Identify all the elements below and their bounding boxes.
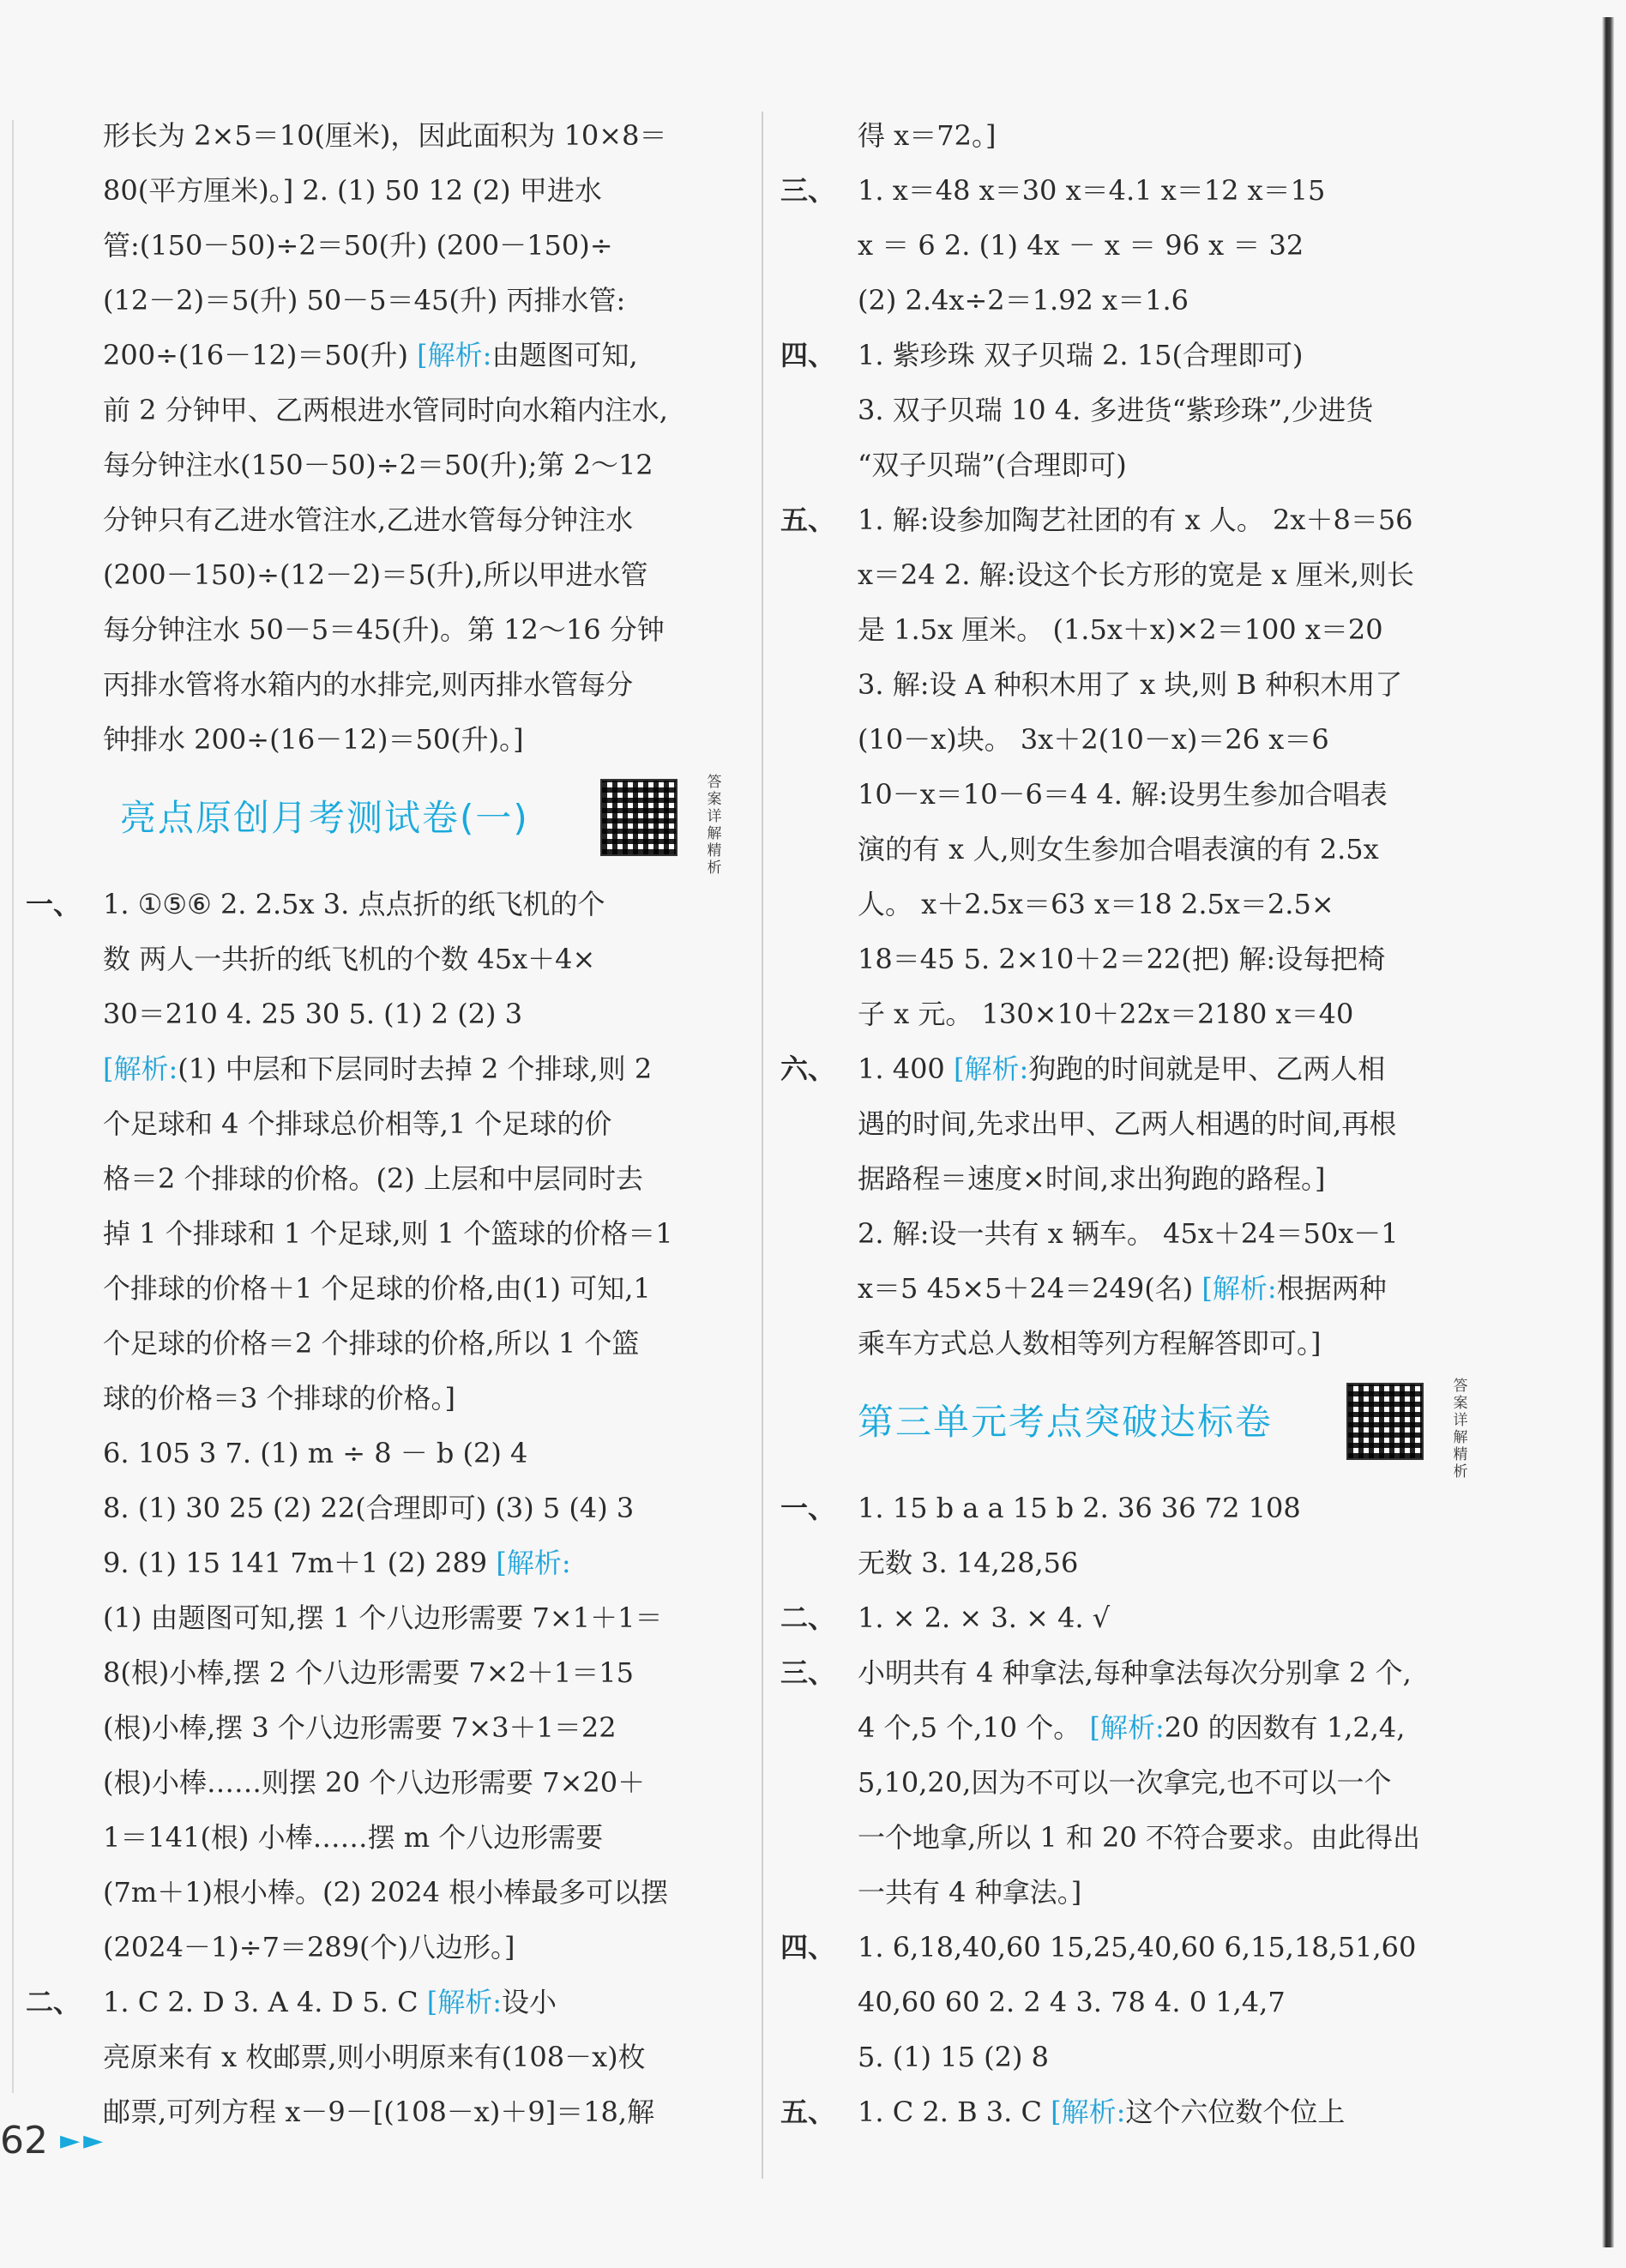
text-line: 邮票,可列方程 x－9－[(108－x)＋9]＝18,解 bbox=[103, 2096, 655, 2128]
text-line: 80(平方厘米)。] 2. (1) 50 12 (2) 甲进水 bbox=[103, 174, 602, 207]
text-line: (根)小棒,摆 3 个八边形需要 7×3＋1＝22 bbox=[103, 1711, 617, 1744]
text-line: 1. 6,18,40,60 15,25,40,60 6,15,18,51,60 bbox=[858, 1931, 1417, 1963]
section-label: 五、 bbox=[780, 504, 836, 536]
text-line: 数 两人一共折的纸飞机的个数 45x＋4× bbox=[103, 943, 596, 975]
text-line: 乘车方式总人数相等列方程解答即可。] bbox=[858, 1327, 1322, 1360]
text-line: 人。 x＋2.5x＝63 x＝18 2.5x＝2.5× bbox=[858, 888, 1334, 920]
analysis-marker: [解析: bbox=[1051, 2096, 1126, 2128]
text-line: 每分钟注水 50－5＝45(升)。第 12～16 分钟 bbox=[103, 613, 665, 646]
text-line: 丙排水管将水箱内的水排完,则丙排水管每分 bbox=[103, 668, 634, 701]
text-line: 1. 400 [解析:狗跑的时间就是甲、乙两人相 bbox=[858, 1053, 1386, 1085]
text-line: 200÷(16－12)＝50(升) [解析:由题图可知, bbox=[103, 339, 638, 371]
text-line: (1) 由题图可知,摆 1 个八边形需要 7×1＋1＝ bbox=[103, 1601, 663, 1634]
text-line: 得 x＝72。] bbox=[858, 119, 997, 152]
page-binding-line bbox=[12, 120, 14, 2093]
section-5-line bbox=[780, 492, 1492, 547]
unit-title-block bbox=[780, 1371, 1492, 1481]
section-label: 二、 bbox=[26, 1986, 81, 2018]
text-line: 钟排水 200÷(16－12)＝50(升)。] bbox=[103, 723, 524, 756]
scan-edge-shadow bbox=[1602, 17, 1614, 2247]
analysis-marker: [解析: bbox=[417, 339, 492, 371]
text-line: 分钟只有乙进水管注水,乙进水管每分钟注水 bbox=[103, 504, 634, 536]
text-line: 1. 解:设参加陶艺社团的有 x 人。 2x＋8＝56 bbox=[858, 504, 1413, 536]
text-line: 格＝2 个排球的价格。(2) 上层和中层同时去 bbox=[103, 1162, 644, 1195]
analysis-marker: [解析: bbox=[426, 1986, 503, 2018]
text-line: 3. 双子贝瑞 10 4. 多进货“紫珍珠”,少进货 bbox=[858, 394, 1374, 426]
text-line: 18＝45 5. 2×10＋2＝22(把) 解:设每把椅 bbox=[858, 943, 1386, 975]
text-line: 个足球的价格＝2 个排球的价格,所以 1 个篮 bbox=[103, 1327, 640, 1360]
text-line: 8(根)小棒,摆 2 个八边形需要 7×2＋1＝15 bbox=[103, 1656, 634, 1689]
text-line: 掉 1 个排球和 1 个足球,则 1 个篮球的价格＝1 bbox=[103, 1217, 673, 1250]
text-line: 1. C 2. D 3. A 4. D 5. C [解析:设小 bbox=[103, 1986, 557, 2018]
text-line: 球的价格＝3 个排球的价格。] bbox=[103, 1382, 456, 1414]
qr-code-icon[interactable] bbox=[1346, 1383, 1424, 1460]
text-line: 小明共有 4 种拿法,每种拿法每次分别拿 2 个, bbox=[858, 1656, 1412, 1689]
right-column bbox=[780, 108, 1492, 2139]
unit-section-4-line bbox=[780, 1920, 1492, 1975]
qr-label: 答案详解精析 bbox=[1453, 1378, 1468, 1481]
text-line: 40,60 60 2. 2 4 3. 78 4. 0 1,4,7 bbox=[858, 1986, 1286, 2018]
text-line: 个足球和 4 个排球总价相等,1 个足球的价 bbox=[103, 1107, 612, 1140]
section-3-line bbox=[780, 163, 1492, 218]
text-line: (10－x)块。 3x＋2(10－x)＝26 x＝6 bbox=[858, 723, 1329, 756]
text-line: 10－x＝10－6＝4 4. 解:设男生参加合唱表 bbox=[858, 778, 1388, 811]
text-line: “双子贝瑞”(合理即可) bbox=[858, 449, 1127, 481]
text-line: x＝5 45×5＋24＝249(名) [解析:根据两种 bbox=[858, 1272, 1387, 1305]
text-line: 据路程＝速度×时间,求出狗跑的路程。] bbox=[858, 1162, 1326, 1195]
section-2-line bbox=[26, 1975, 738, 2030]
analysis-marker: [解析: bbox=[953, 1053, 1029, 1085]
text-line: 2. 解:设一共有 x 辆车。 45x＋24＝50x－1 bbox=[858, 1217, 1399, 1250]
text-line: 子 x 元。 130×10＋22x＝2180 x＝40 bbox=[858, 998, 1354, 1030]
text-line: 8. (1) 30 25 (2) 22(合理即可) (3) 5 (4) 3 bbox=[103, 1492, 635, 1524]
text-line: 5,10,20,因为不可以一次拿完,也不可以一个 bbox=[858, 1766, 1392, 1799]
section-label: 一、 bbox=[780, 1492, 836, 1524]
text-line: 每分钟注水(150－50)÷2＝50(升);第 2～12 bbox=[103, 449, 653, 481]
unit-section-3-line bbox=[780, 1645, 1492, 1700]
text-line: (2024－1)÷7＝289(个)八边形。] bbox=[103, 1931, 515, 1963]
section-label: 五、 bbox=[780, 2096, 836, 2128]
section-1-line bbox=[26, 877, 738, 932]
text-line: 无数 3. 14,28,56 bbox=[858, 1547, 1079, 1579]
section-6-line bbox=[780, 1041, 1492, 1096]
unit-section-5-line bbox=[780, 2084, 1492, 2139]
text-line: 3. 解:设 A 种积木用了 x 块,则 B 种积木用了 bbox=[858, 668, 1403, 701]
text-line: 1. 紫珍珠 双子贝瑞 2. 15(合理即可) bbox=[858, 339, 1304, 371]
unit-section-1-line bbox=[780, 1481, 1492, 1535]
analysis-marker: [解析: bbox=[496, 1547, 571, 1579]
text-line: 4 个,5 个,10 个。 [解析:20 的因数有 1,2,4, bbox=[858, 1711, 1406, 1744]
column-separator bbox=[762, 112, 763, 2179]
text-line: (12－2)＝5(升) 50－5＝45(升) 丙排水管: bbox=[103, 284, 626, 317]
text-line: 演的有 x 人,则女生参加合唱表演的有 2.5x bbox=[858, 833, 1379, 866]
text-line: 1. 15 b a a 15 b 2. 36 36 72 108 bbox=[858, 1492, 1301, 1524]
text-line: 亮原来有 x 枚邮票,则小明原来有(108－x)枚 bbox=[103, 2041, 646, 2073]
text-line: 管:(150－50)÷2＝50(升) (200－150)÷ bbox=[103, 229, 613, 262]
text-line: 一共有 4 种拿法。] bbox=[858, 1876, 1082, 1909]
text-line: 是 1.5x 厘米。 (1.5x＋x)×2＝100 x＝20 bbox=[858, 613, 1383, 646]
text-line: [解析:(1) 中层和下层同时去掉 2 个排球,则 2 bbox=[103, 1053, 653, 1085]
text-line: 前 2 分钟甲、乙两根进水管同时向水箱内注水, bbox=[103, 394, 668, 426]
left-column bbox=[26, 108, 738, 2139]
test-title: 亮点原创月考测试卷(一) bbox=[120, 797, 529, 839]
text-line: 9. (1) 15 141 7m＋1 (2) 289 [解析: bbox=[103, 1547, 571, 1579]
analysis-marker: [解析: bbox=[1201, 1272, 1277, 1305]
section-label: 二、 bbox=[780, 1601, 836, 1634]
test-title-block bbox=[26, 767, 738, 877]
text-line: x＝24 2. 解:设这个长方形的宽是 x 厘米,则长 bbox=[858, 558, 1414, 591]
section-label: 三、 bbox=[780, 1656, 836, 1689]
text-line: 1. × 2. × 3. × 4. √ bbox=[858, 1601, 1111, 1634]
text-line: 1. x＝48 x＝30 x＝4.1 x＝12 x＝15 bbox=[858, 174, 1326, 207]
page-arrows-icon: ►► bbox=[60, 2126, 107, 2156]
section-label: 三、 bbox=[780, 174, 836, 207]
section-label: 四、 bbox=[780, 1931, 836, 1963]
qr-label: 答案详解精析 bbox=[707, 774, 722, 877]
section-label: 六、 bbox=[780, 1053, 836, 1085]
section-label: 四、 bbox=[780, 339, 836, 371]
text-line: 30＝210 4. 25 30 5. (1) 2 (2) 3 bbox=[103, 998, 523, 1030]
text-line: 6. 105 3 7. (1) m ÷ 8 － b (2) 4 bbox=[103, 1437, 528, 1469]
analysis-marker: [解析: bbox=[103, 1053, 178, 1085]
text-line: (2) 2.4x÷2＝1.92 x＝1.6 bbox=[858, 284, 1189, 317]
analysis-marker: [解析: bbox=[1089, 1711, 1165, 1744]
qr-code-icon[interactable] bbox=[600, 779, 678, 856]
text-line: 1. ①⑤⑥ 2. 2.5x 3. 点点折的纸飞机的个 bbox=[103, 888, 605, 920]
text-line: 5. (1) 15 (2) 8 bbox=[858, 2041, 1049, 2073]
unit-section-2-line bbox=[780, 1590, 1492, 1645]
unit-title: 第三单元考点突破达标卷 bbox=[858, 1401, 1274, 1443]
section-label: 一、 bbox=[26, 888, 81, 920]
text-line: 1. C 2. B 3. C [解析:这个六位数个位上 bbox=[858, 2096, 1346, 2128]
text-line: (200－150)÷(12－2)＝5(升),所以甲进水管 bbox=[103, 558, 648, 591]
text-line: (7m＋1)根小棒。(2) 2024 根小棒最多可以摆 bbox=[103, 1876, 669, 1909]
text-line: 遇的时间,先求出甲、乙两人相遇的时间,再根 bbox=[858, 1107, 1397, 1140]
page-number: 62 bbox=[0, 2119, 48, 2162]
text-line: 1＝141(根) 小棒……摆 m 个八边形需要 bbox=[103, 1821, 604, 1854]
text-line: 个排球的价格＋1 个足球的价格,由(1) 可知,1 bbox=[103, 1272, 651, 1305]
text-line: (根)小棒……则摆 20 个八边形需要 7×20＋ bbox=[103, 1766, 646, 1799]
section-4-line bbox=[780, 328, 1492, 383]
text-line: x ＝ 6 2. (1) 4x － x ＝ 96 x ＝ 32 bbox=[858, 229, 1304, 262]
text-line: 一个地拿,所以 1 和 20 不符合要求。由此得出 bbox=[858, 1821, 1420, 1854]
text-line: 形长为 2×5＝10(厘米)，因此面积为 10×8＝ bbox=[103, 119, 667, 152]
